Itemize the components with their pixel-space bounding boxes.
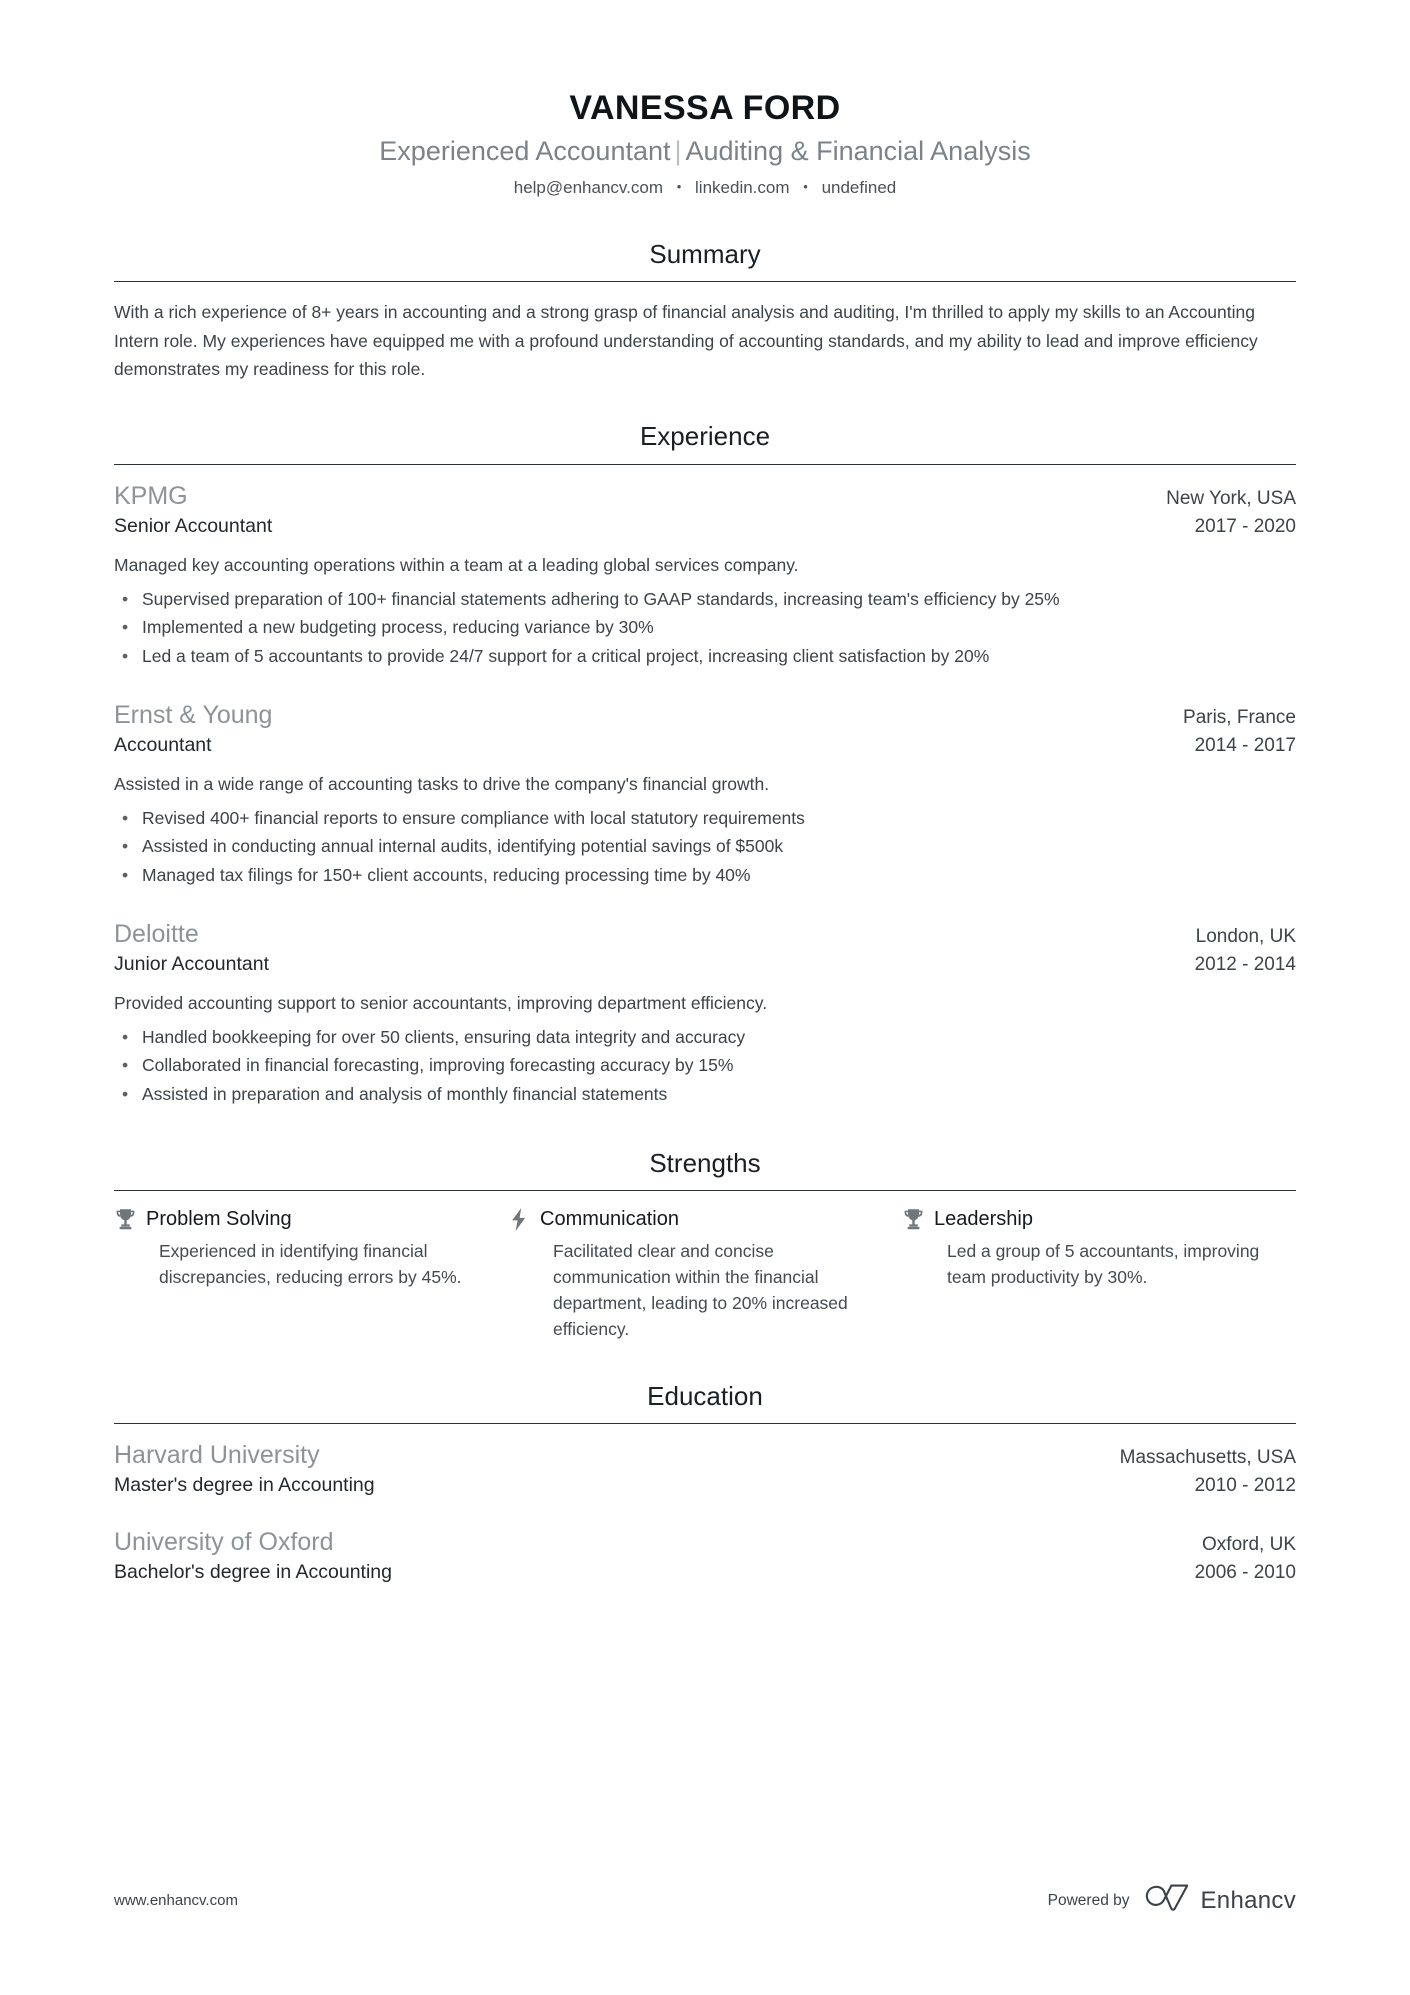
entry-role: Junior Accountant [114, 952, 270, 975]
entry-location: Massachusetts, USA [1119, 1446, 1296, 1468]
trophy-icon [114, 1207, 136, 1231]
entry-location: Oxford, UK [1202, 1533, 1296, 1555]
entry [114, 700, 1296, 889]
bullet-dot-icon: • [122, 864, 129, 885]
entry-description: Provided accounting support to senior accountants, improving department efficiency. [114, 992, 768, 1013]
entry-dates: 2017 - 2020 [1194, 515, 1296, 537]
entry-bullet-list [114, 805, 1296, 889]
entry [114, 919, 1296, 1108]
section-title-strengths: Strengths [649, 1147, 761, 1178]
powered-by-label: Powered by [1047, 1891, 1130, 1909]
entry [114, 481, 1296, 670]
contact-linkedin[interactable]: linkedin.com [695, 178, 790, 198]
bullet-text: Managed tax filings for 150+ client accounts, reducing processing time by 40% [142, 864, 751, 885]
resume-footer [114, 1884, 1296, 1917]
section-title-education: Education [647, 1380, 763, 1411]
entry-role-row [114, 1471, 1296, 1499]
entry-location: New York, USA [1166, 487, 1296, 509]
strength-description: Facilitated clear and concise communication within the financial department, leading to 20% increased efficiency. [553, 1240, 848, 1340]
entry [114, 1440, 1296, 1499]
strength-header [902, 1207, 1262, 1232]
contact-extra[interactable]: undefined [821, 178, 897, 198]
entry-org-row [114, 1527, 1296, 1558]
entry-org-row [114, 1440, 1296, 1471]
entry-role: Senior Accountant [114, 514, 273, 537]
strengths-body [114, 1191, 1296, 1343]
strength-item [114, 1207, 508, 1343]
strength-header [114, 1207, 474, 1232]
entry-role: Bachelor's degree in Accounting [114, 1561, 392, 1584]
strength-name: Leadership [934, 1207, 1033, 1230]
entry-bullet-list [114, 1024, 1296, 1108]
bullet-text: Collaborated in financial forecasting, improving forecasting accuracy by 15% [142, 1055, 734, 1076]
education-body [114, 1424, 1296, 1586]
entry-dates: 2012 - 2014 [1194, 953, 1296, 975]
candidate-headline [114, 135, 1296, 169]
contact-line [114, 177, 1296, 199]
section-summary [114, 239, 1296, 383]
section-experience [114, 421, 1296, 1107]
entry-dates: 2010 - 2012 [1194, 1475, 1296, 1497]
bullet-dot-icon: • [122, 617, 129, 638]
entry-organization: Ernst & Young [114, 700, 273, 729]
entry-bullet [114, 805, 1296, 832]
strength-item [902, 1207, 1296, 1343]
strength-description: Led a group of 5 accountants, improving team productivity by 30%. [947, 1240, 1260, 1287]
contact-separator-1: • [676, 179, 682, 195]
entry [114, 1527, 1296, 1586]
headline-left: Experienced Accountant [379, 136, 671, 167]
entry-location: London, UK [1195, 925, 1296, 947]
resume-header [114, 0, 1296, 199]
entry-role-row [114, 731, 1296, 759]
entry-bullet [114, 643, 1296, 670]
entry-org-row [114, 700, 1296, 731]
entry-organization: Harvard University [114, 1440, 320, 1469]
entry-bullet [114, 1081, 1296, 1108]
footer-branding [1048, 1884, 1296, 1917]
entry-dates: 2014 - 2017 [1194, 734, 1296, 756]
entry-bullet [114, 833, 1296, 860]
bullet-text: Supervised preparation of 100+ financial statements adhering to GAAP standards, increasing team's efficiency by 25% [142, 588, 1060, 609]
summary-text: With a rich experience of 8+ years in accounting and a strong grasp of financial analysis and auditing, I'm thrilled to apply my skills to an Accounting Intern role. My experiences have equipped me with a profound understanding of accounting standards, and my ability to lead and improve efficiency demonstrates my readiness for this role. [114, 302, 1258, 380]
summary-body [114, 282, 1296, 383]
bullet-text: Assisted in conducting annual internal audits, identifying potential savings of $500k [142, 836, 784, 857]
entry-location: Paris, France [1183, 706, 1296, 728]
lightning-bolt-icon [508, 1207, 530, 1231]
bullet-dot-icon: • [122, 1055, 129, 1076]
contact-separator-2: • [803, 179, 808, 195]
entry-role-row [114, 950, 1296, 978]
entry-org-row [114, 919, 1296, 950]
entry-role-row [114, 512, 1296, 540]
entry-organization: University of Oxford [114, 1527, 334, 1556]
headline-right: Auditing & Financial Analysis [685, 136, 1031, 167]
entry-role: Accountant [114, 733, 212, 756]
entry-org-row [114, 481, 1296, 512]
entry-bullet [114, 862, 1296, 889]
strength-description: Experienced in identifying financial discrepancies, reducing errors by 45%. [159, 1240, 462, 1287]
bullet-dot-icon: • [122, 1083, 129, 1104]
bullet-text: Led a team of 5 accountants to provide 24/7 support for a critical project, increasing client satisfaction by 20% [142, 646, 990, 667]
bullet-text: Revised 400+ financial reports to ensure compliance with local statutory requirements [142, 807, 805, 828]
bullet-dot-icon: • [122, 646, 129, 667]
footer-url[interactable]: www.enhancv.com [114, 1892, 238, 1909]
contact-email[interactable]: help@enhancv.com [513, 178, 663, 198]
entry-bullet-list [114, 586, 1296, 670]
enhancv-logo [1144, 1884, 1297, 1917]
bullet-text: Implemented a new budgeting process, reducing variance by 30% [142, 617, 654, 638]
section-strengths [114, 1148, 1296, 1343]
strength-name: Problem Solving [146, 1207, 292, 1230]
strength-header [508, 1207, 868, 1232]
section-title-summary: Summary [649, 239, 761, 270]
section-education [114, 1381, 1296, 1586]
headline-divider: | [674, 136, 682, 167]
bullet-dot-icon: • [122, 588, 129, 609]
enhancv-mark-icon [1144, 1884, 1190, 1917]
entry-bullet [114, 1024, 1296, 1051]
bullet-text: Handled bookkeeping for over 50 clients, ensuring data integrity and accuracy [142, 1026, 746, 1047]
entry-organization: KPMG [114, 481, 188, 510]
entry-description: Assisted in a wide range of accounting tasks to drive the company's financial growth. [114, 773, 770, 794]
bullet-dot-icon: • [122, 1026, 129, 1047]
bullet-dot-icon: • [122, 836, 129, 857]
bullet-text: Assisted in preparation and analysis of monthly financial statements [142, 1083, 668, 1104]
bullet-dot-icon: • [122, 807, 129, 828]
entry-organization: Deloitte [114, 919, 199, 948]
trophy-icon [902, 1207, 924, 1231]
strengths-grid [114, 1207, 1296, 1343]
entry-description: Managed key accounting operations within a team at a leading global services company. [114, 554, 799, 575]
entry-role: Master's degree in Accounting [114, 1474, 375, 1497]
entry-bullet [114, 1052, 1296, 1079]
experience-body [114, 465, 1296, 1108]
candidate-name: VANESSA FORD [569, 89, 841, 127]
entry-bullet [114, 614, 1296, 641]
strength-name: Communication [540, 1207, 679, 1230]
entry-bullet [114, 586, 1296, 613]
entry-dates: 2006 - 2010 [1194, 1562, 1296, 1584]
section-title-experience: Experience [639, 421, 771, 452]
strength-item [508, 1207, 902, 1343]
enhancv-wordmark: Enhancv [1200, 1886, 1296, 1914]
entry-role-row [114, 1558, 1296, 1586]
